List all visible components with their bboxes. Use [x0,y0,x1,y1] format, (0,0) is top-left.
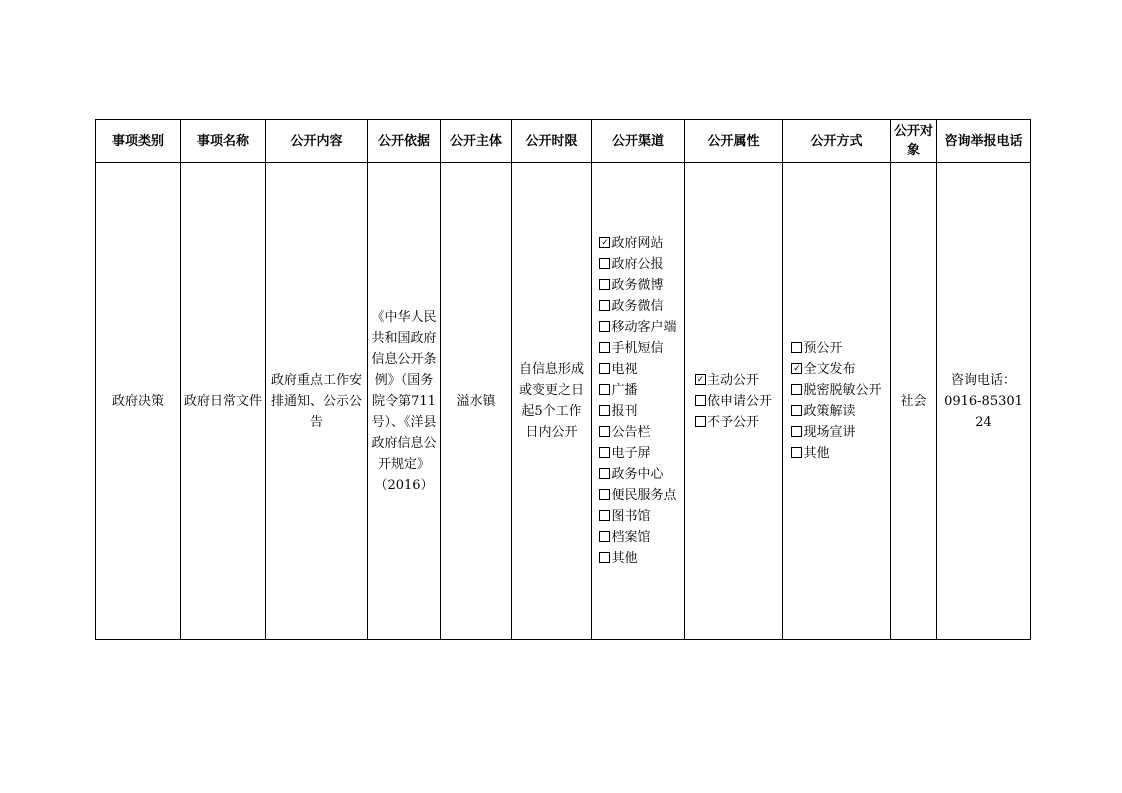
method-option-label: 其他 [803,446,830,461]
checkbox-icon [599,279,610,290]
channel-option-label: 政府公报 [611,257,664,272]
channel-option [599,422,676,443]
channel-option-label: 广播 [611,383,638,398]
channel-option-label: 图书馆 [611,509,651,524]
cell-name: 政府日常文件 [181,163,266,640]
checkbox-icon [695,416,706,427]
attribute-option [695,370,772,391]
cell-methods [783,163,891,640]
checkbox-icon [791,405,802,416]
header-time-limit: 公开时限 [512,120,592,163]
header-name: 事项名称 [181,120,266,163]
checkbox-icon [791,384,802,395]
header-basis: 公开依据 [368,120,441,163]
hotline-label: 咨询电话： [950,372,1016,388]
channel-option-label: 政务微信 [611,299,664,314]
channel-option [599,359,676,380]
method-option-label: 脱密脱敏公开 [803,383,882,398]
channel-option [599,275,676,296]
method-option-label: 政策解读 [803,404,856,419]
method-option-label: 现场宣讲 [803,425,856,440]
channel-option [599,254,676,275]
channel-option-label: 政务微博 [611,278,664,293]
header-methods: 公开方式 [783,120,891,163]
checkbox-icon [599,300,610,311]
checkbox-icon [599,468,610,479]
checkbox-icon [791,342,802,353]
channel-option [599,443,676,464]
channel-option-label: 便民服务点 [611,488,677,503]
channel-option [599,527,676,548]
checked-box-icon [791,363,802,374]
cell-target: 社会 [891,163,937,640]
method-option [791,422,881,443]
channel-option-label: 移动客户端 [611,320,677,335]
channel-option [599,338,676,359]
method-option-label: 预公开 [803,341,843,356]
header-attributes: 公开属性 [685,120,783,163]
checked-box-icon [695,374,706,385]
checkbox-icon [599,363,610,374]
cell-basis: 《中华人民共和国政府信息公开条例》（国务院令第711号）、《洋县政府信息公开规定》（2016） [368,163,441,640]
channels-list [599,233,676,569]
header-subject: 公开主体 [441,120,512,163]
checkbox-icon [599,531,610,542]
checkbox-icon [599,552,610,563]
attribute-option-label: 不予公开 [706,414,759,430]
cell-time-limit: 自信息形成或变更之日起5个工作日内公开 [512,163,592,640]
header-row [96,120,1031,163]
attribute-option [695,391,772,412]
checkbox-icon [791,447,802,458]
cell-category: 政府决策 [96,163,181,640]
attribute-option [695,412,772,433]
attribute-option-label: 主动公开 [706,372,759,388]
checkbox-icon [599,342,610,353]
checkbox-icon [599,405,610,416]
header-target: 公开对象 [891,120,937,163]
checkbox-icon [599,510,610,521]
channel-option [599,464,676,485]
channel-option-label: 其他 [611,551,638,566]
channel-option [599,485,676,506]
checkbox-icon [599,321,610,332]
method-option [791,338,881,359]
attribute-option-label: 依申请公开 [706,393,772,409]
channel-option-label: 电子屏 [611,446,651,461]
hotline-number: 0916-8530124 [944,393,1023,430]
header-category: 事项类别 [96,120,181,163]
method-option [791,359,881,380]
header-channels: 公开渠道 [592,120,685,163]
channel-option-label: 政府网站 [611,236,664,251]
checkbox-icon [599,258,610,269]
methods-list [791,338,881,464]
channel-option-label: 报刊 [611,404,638,419]
method-option [791,443,881,464]
method-option [791,401,881,422]
disclosure-table [95,119,1031,640]
checkbox-icon [599,447,610,458]
cell-content: 政府重点工作安排通知、公示公告 [266,163,368,640]
channel-option [599,548,676,569]
channel-option [599,506,676,527]
cell-channels [592,163,685,640]
cell-hotline [937,163,1031,640]
channel-option-label: 档案馆 [611,530,651,545]
channel-option [599,380,676,401]
attributes-list [695,370,772,433]
checkbox-icon [791,426,802,437]
header-hotline: 咨询举报电话 [937,120,1031,163]
header-content: 公开内容 [266,120,368,163]
checked-box-icon [599,237,610,248]
checkbox-icon [599,426,610,437]
channel-option [599,401,676,422]
channel-option-label: 电视 [611,362,638,377]
checkbox-icon [599,489,610,500]
cell-attributes [685,163,783,640]
checkbox-icon [599,384,610,395]
channel-option [599,296,676,317]
cell-subject: 溢水镇 [441,163,512,640]
method-option [791,380,881,401]
channel-option [599,317,676,338]
checkbox-icon [695,395,706,406]
channel-option-label: 政务中心 [611,467,664,482]
channel-option [599,233,676,254]
table-row [96,163,1031,640]
channel-option-label: 手机短信 [611,341,664,356]
channel-option-label: 公告栏 [611,425,651,440]
method-option-label: 全文发布 [803,362,856,377]
